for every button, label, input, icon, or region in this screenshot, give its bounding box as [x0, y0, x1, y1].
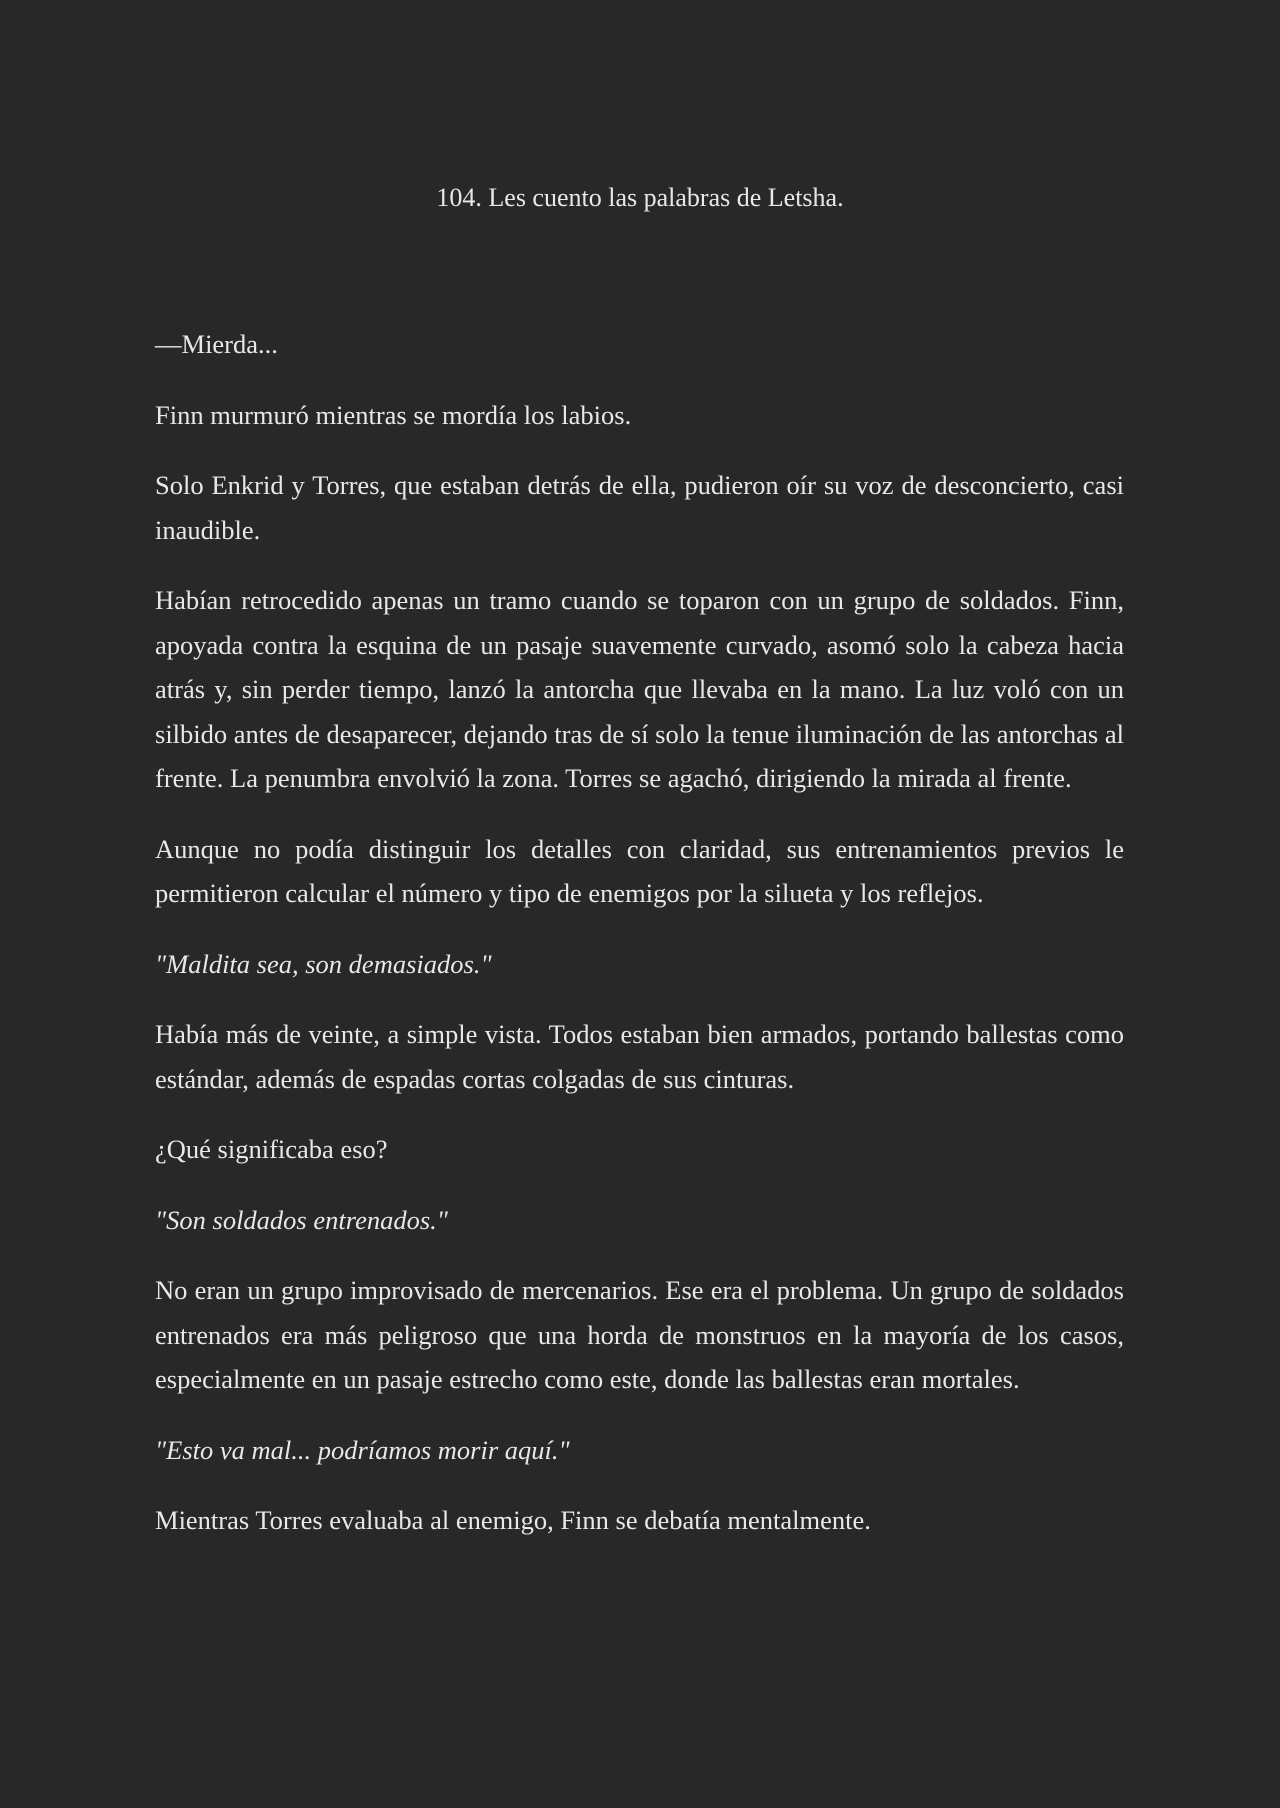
paragraph: Había más de veinte, a simple vista. Todos estaban bien armados, portando ballestas como estándar, además de espadas cortas colgadas de sus cinturas. — [155, 1019, 1124, 1094]
thought-paragraph: "Maldita sea, son demasiados." — [155, 948, 492, 979]
thought-paragraph: "Son soldados entrenados." — [155, 1204, 448, 1235]
paragraph: Solo Enkrid y Torres, que estaban detrás de ella, pudieron oír su voz de desconcierto, casi inaudible. — [155, 470, 1124, 545]
paragraph: ¿Qué significaba eso? — [155, 1134, 388, 1164]
paragraph: No eran un grupo improvisado de mercenarios. Ese era el problema. Un grupo de soldados entrenados era más peligroso que una horda de monstruos en la mayoría de los casos, especialmente en un pasaje estrecho como este, donde las ballestas eran mortales. — [155, 1275, 1124, 1394]
paragraph: Habían retrocedido apenas un tramo cuando se toparon con un grupo de soldados. Finn, apoyada contra la esquina de un pasaje suavemente curvado, asomó solo la cabeza hacia atrás y, sin perder tiempo, lanzó la antorcha que llevaba en la mano. La luz voló con un silbido antes de desaparecer, dejando tras de sí solo la tenue iluminación de las antorchas al frente. La penumbra envolvió la zona. Torres se agachó, dirigiendo la mirada al frente. — [155, 585, 1124, 793]
thought-paragraph: "Esto va mal... podríamos morir aquí." — [155, 1434, 570, 1465]
paragraph: Mientras Torres evaluaba al enemigo, Finn se debatía mentalmente. — [155, 1505, 871, 1535]
paragraph: —Mierda... — [155, 329, 278, 359]
paragraph: Aunque no podía distinguir los detalles con claridad, sus entrenamientos previos le permitieron calcular el número y tipo de enemigos por la silueta y los reflejos. — [155, 833, 1124, 908]
chapter-title: 104. Les cuento las palabras de Letsha. — [436, 183, 844, 212]
chapter-body — [155, 322, 1124, 1569]
paragraph: Finn murmuró mientras se mordía los labios. — [155, 399, 632, 430]
